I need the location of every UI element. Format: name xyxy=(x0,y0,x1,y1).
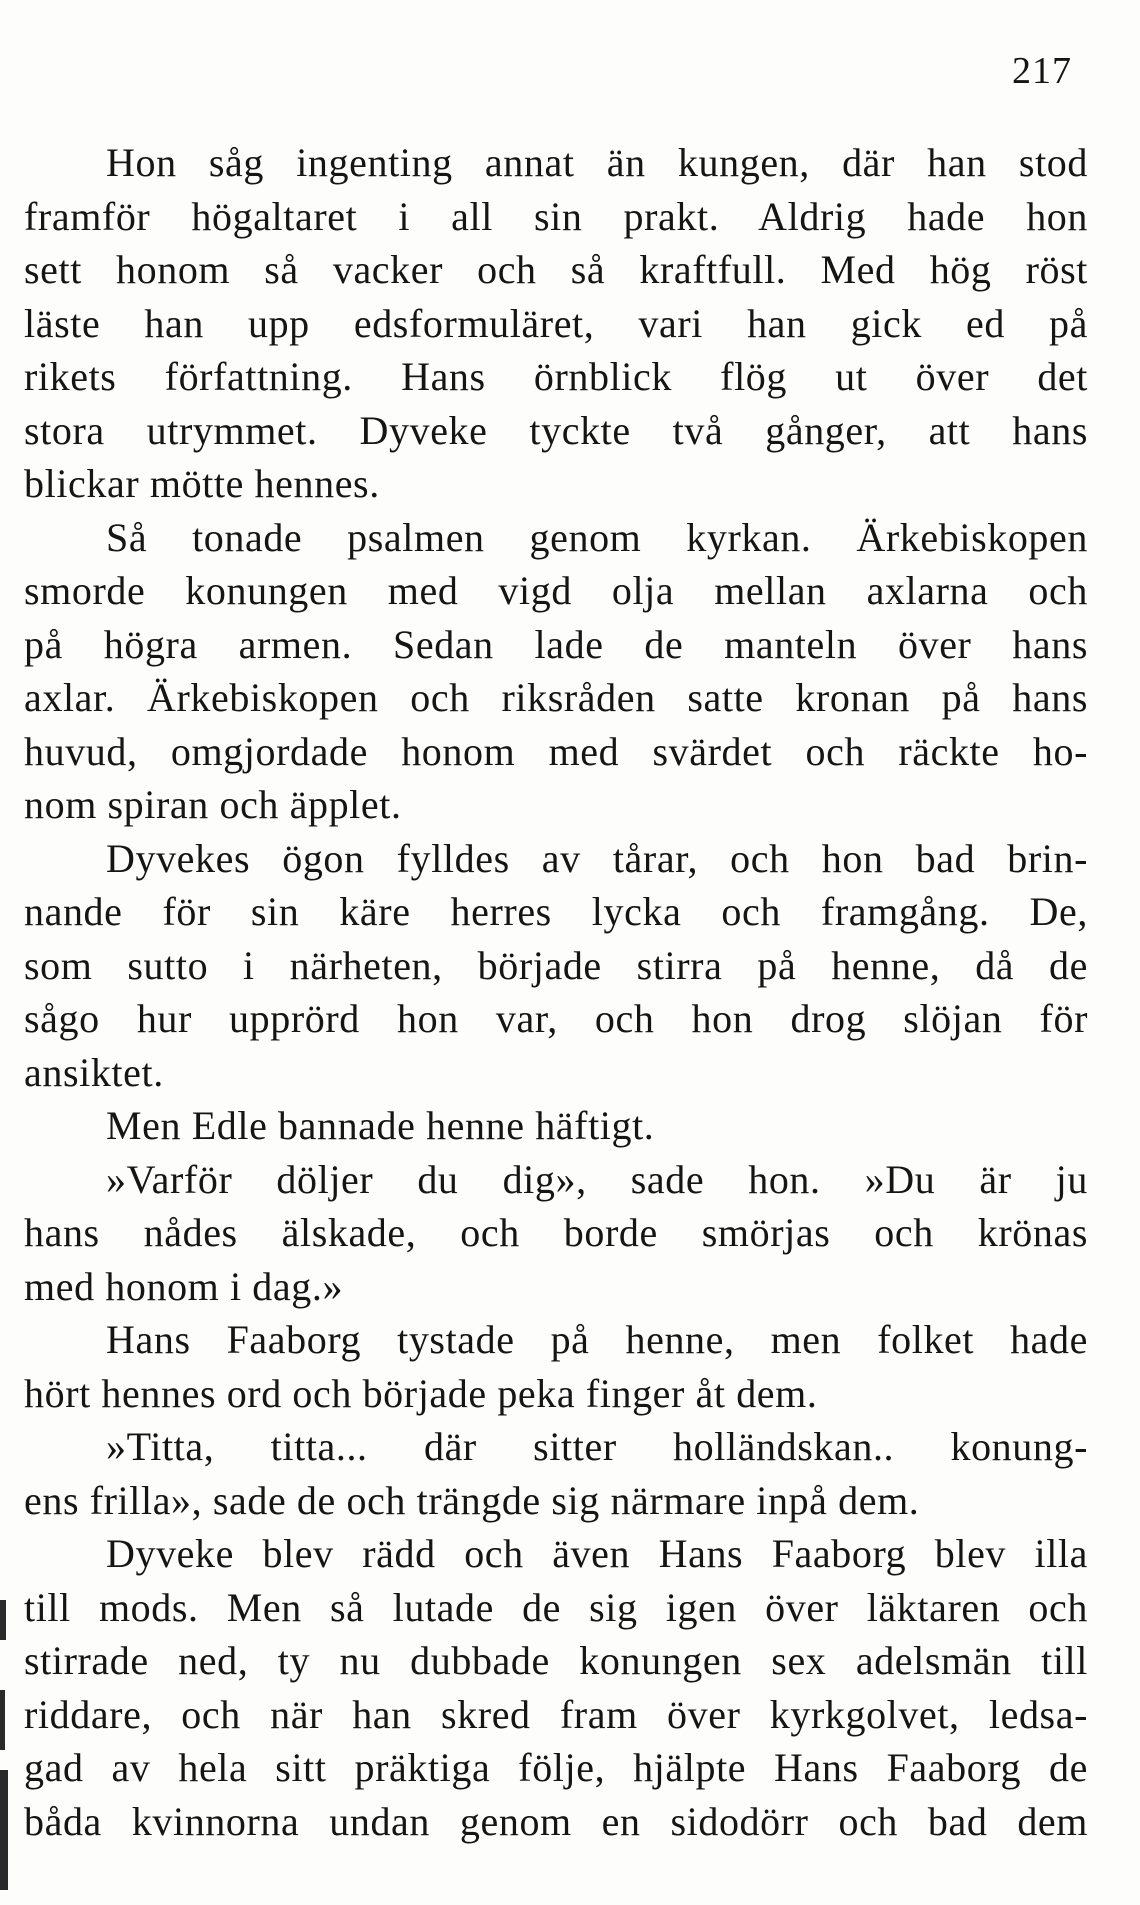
text-line: läste han upp edsformuläret, vari han gick ed på xyxy=(24,300,1088,346)
text-line: axlar. Ärkebiskopen och riksråden satte kronan på hans xyxy=(24,675,1088,720)
text-line: nande för sin käre herres lycka och framgång. De, xyxy=(24,889,1088,934)
text-line: Så tonade psalmen genom kyrkan. Ärkebiskopen xyxy=(106,514,1088,560)
binding-shadow xyxy=(0,1600,6,1640)
text-line: framför högaltaret i all sin prakt. Aldrig hade hon xyxy=(24,193,1088,239)
text-line: Dyvekes ögon fylldes av tårar, och hon bad brin- xyxy=(106,835,1088,881)
text-line: till mods. Men så lutade de sig igen över läktaren och xyxy=(24,1584,1088,1630)
text-line: huvud, omgjordade honom med svärdet och räckte ho- xyxy=(24,728,1088,774)
text-line: ens frilla», sade de och trängde sig närmare inpå dem. xyxy=(24,1477,920,1523)
text-line: stora utrymmet. Dyveke tyckte två gånger, att hans xyxy=(24,407,1088,453)
text-line: hört hennes ord och började peka finger åt dem. xyxy=(24,1370,818,1416)
body-text xyxy=(24,136,1088,1848)
text-line: »Varför döljer du dig», sade hon. »Du är ju xyxy=(106,1156,1088,1202)
text-line: Hans Faaborg tystade på henne, men folket hade xyxy=(106,1317,1088,1362)
text-line: riddare, och när han skred fram över kyrkgolvet, ledsa- xyxy=(24,1691,1088,1737)
binding-shadow xyxy=(0,1690,5,1750)
text-line: ansiktet. xyxy=(24,1049,164,1095)
text-line: sett honom så vacker och så kraftfull. Med hög röst xyxy=(24,247,1088,292)
text-line: sågo hur upprörd hon var, och hon drog slöjan för xyxy=(24,996,1088,1041)
text-line: Men Edle bannade henne häftigt. xyxy=(106,1103,655,1148)
text-line: blickar mötte hennes. xyxy=(24,461,380,506)
page-number: 217 xyxy=(1012,50,1072,92)
text-line: »Titta, titta... där sitter holländskan.. konung- xyxy=(106,1424,1088,1469)
text-line: smorde konungen med vigd olja mellan axlarna och xyxy=(24,568,1088,613)
text-line: som sutto i närheten, började stirra på henne, då de xyxy=(24,942,1088,988)
text-line: hans nådes älskade, och borde smörjas och krönas xyxy=(24,1210,1088,1255)
text-line: nom spiran och äpplet. xyxy=(24,782,402,827)
text-line: Dyveke blev rädd och även Hans Faaborg blev illa xyxy=(106,1531,1088,1576)
text-line: på högra armen. Sedan lade de manteln över hans xyxy=(24,621,1088,667)
text-line: Hon såg ingenting annat än kungen, där han stod xyxy=(106,140,1088,185)
text-line: rikets författning. Hans örnblick flög ut över det xyxy=(24,354,1088,399)
text-line: med honom i dag.» xyxy=(24,1263,344,1309)
text-line: stirrade ned, ty nu dubbade konungen sex adelsmän till xyxy=(24,1638,1088,1683)
text-line: båda kvinnorna undan genom en sidodörr och bad dem xyxy=(24,1798,1088,1844)
binding-shadow xyxy=(0,1770,8,1890)
text-line: gad av hela sitt präktiga följe, hjälpte Hans Faaborg de xyxy=(24,1745,1088,1790)
